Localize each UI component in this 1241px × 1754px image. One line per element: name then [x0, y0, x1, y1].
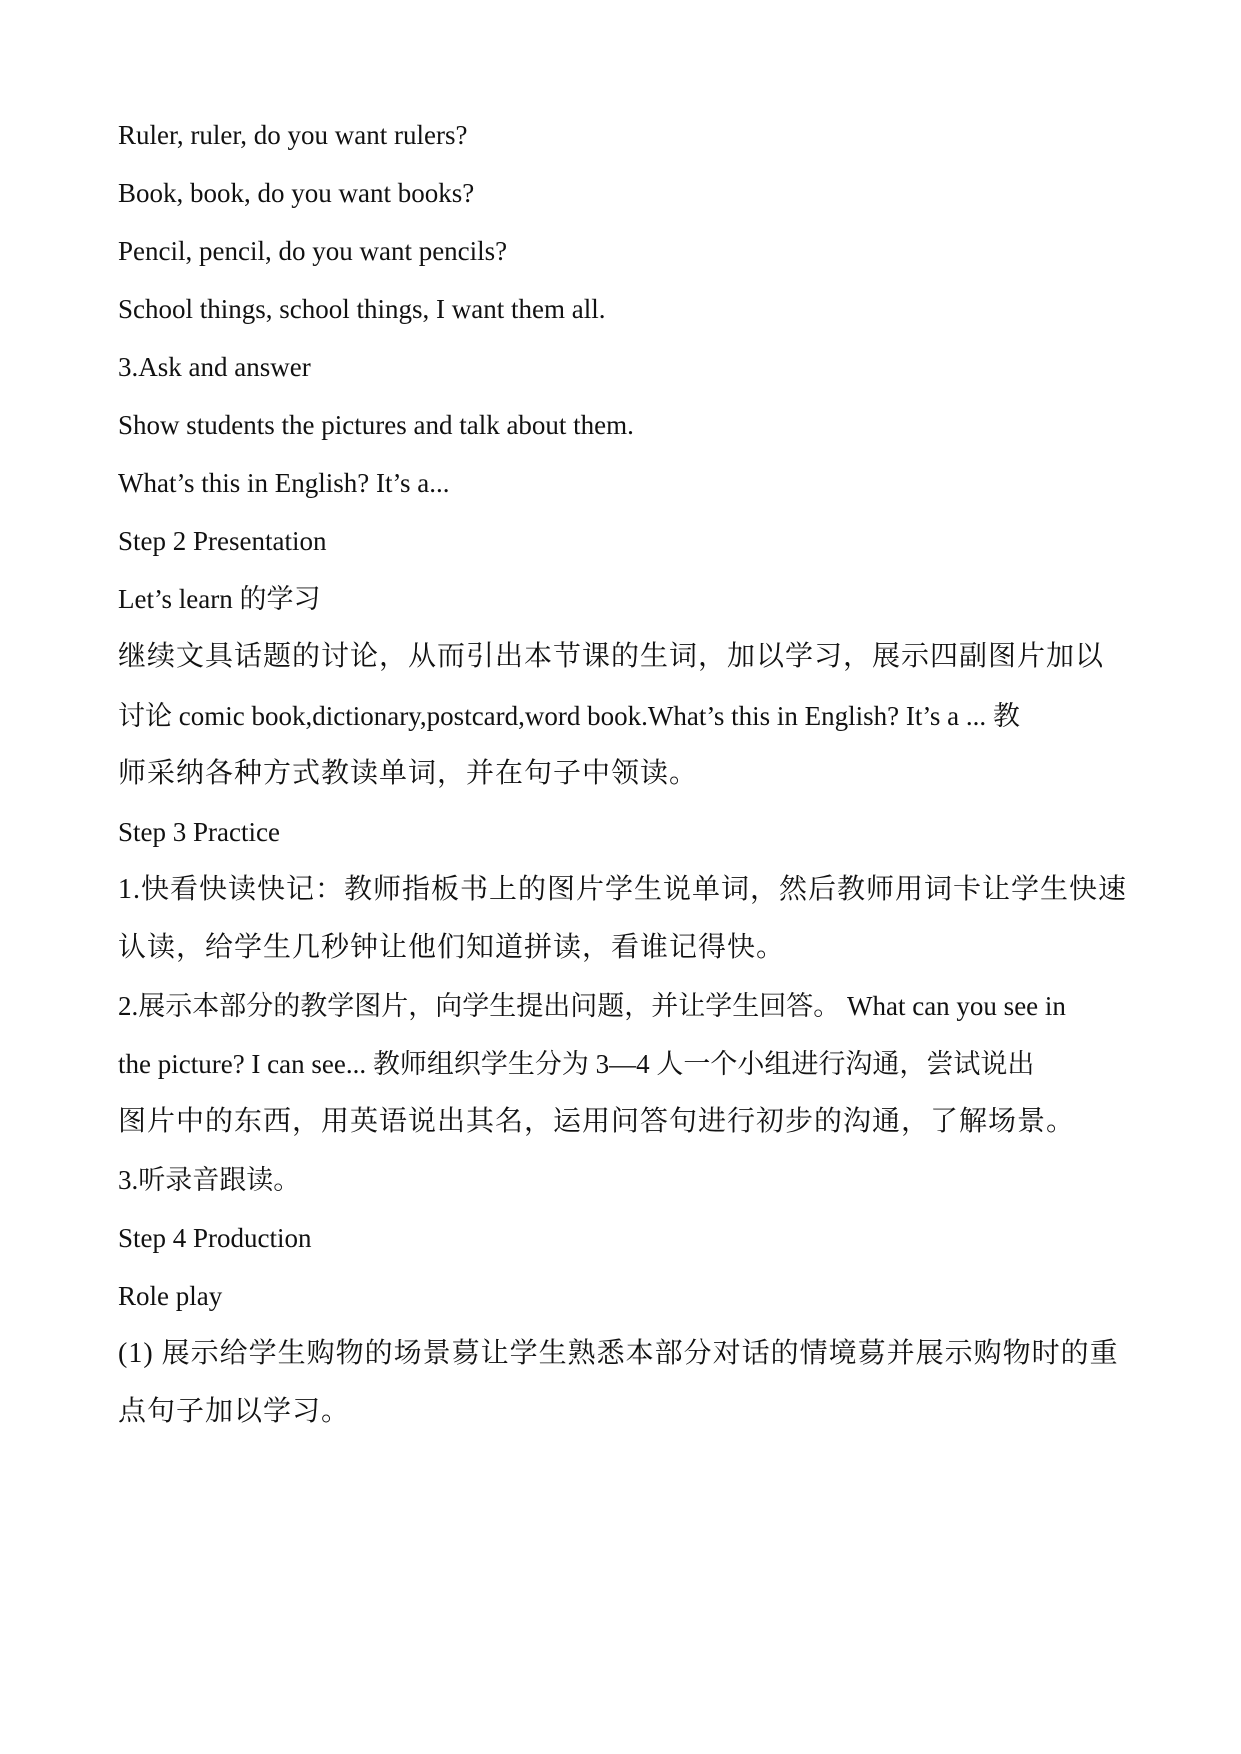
text-line-12: 师采纳各种方式教读单词，并在句子中领读。: [118, 758, 699, 789]
step-4-heading: Step 4 Production: [118, 1223, 312, 1253]
step-2-heading: Step 2 Presentation: [118, 526, 327, 556]
text-line-14: 1.快看快读快记：教师指板书上的图片学生说单词，然后教师用词卡让学生快速: [118, 874, 1128, 905]
text-line-16: 2.展示本部分的教学图片，向学生提出问题，并让学生回答。 What can you see in: [118, 991, 1066, 1021]
text-line-18: 图片中的东西，用英语说出其名，运用问答句进行初步的沟通，了解场景。: [118, 1106, 1076, 1137]
text-line-9: Let’s learn 的学习: [118, 584, 321, 614]
text-line-19: 3.听录音跟读。: [118, 1165, 301, 1195]
text-line-22: (1) 展示给学生购物的场景䓪让学生熟悉本部分对话的情境䓪并展示购物时的重: [118, 1338, 1119, 1369]
text-line-1: Ruler, ruler, do you want rulers?: [118, 120, 468, 150]
text-line-11: 讨论 comic book,dictionary,postcard,word book.What’s this in English? It’s a ... 教: [118, 701, 1020, 731]
text-line-2: Book, book, do you want books?: [118, 178, 475, 208]
text-line-23: 点句子加以学习。: [118, 1396, 351, 1427]
text-line-15: 认读，给学生几秒钟让他们知道拼读，看谁记得快。: [118, 932, 786, 963]
text-line-17: the picture? I can see... 教师组织学生分为 3—4 人一个小组进行沟通，尝试说出: [118, 1049, 1035, 1079]
text-line-4: School things, school things, I want them all.: [118, 294, 606, 324]
text-line-3: Pencil, pencil, do you want pencils?: [118, 236, 508, 266]
step-3-heading: Step 3 Practice: [118, 817, 280, 847]
text-line-5: 3.Ask and answer: [118, 352, 311, 382]
text-line-10: 继续文具话题的讨论，从而引出本节课的生词，加以学习，展示四副图片加以: [118, 641, 1105, 672]
text-line-7: What’s this in English? It’s a...: [118, 468, 450, 498]
text-line-21: Role play: [118, 1281, 223, 1311]
text-line-6: Show students the pictures and talk about them.: [118, 410, 634, 440]
